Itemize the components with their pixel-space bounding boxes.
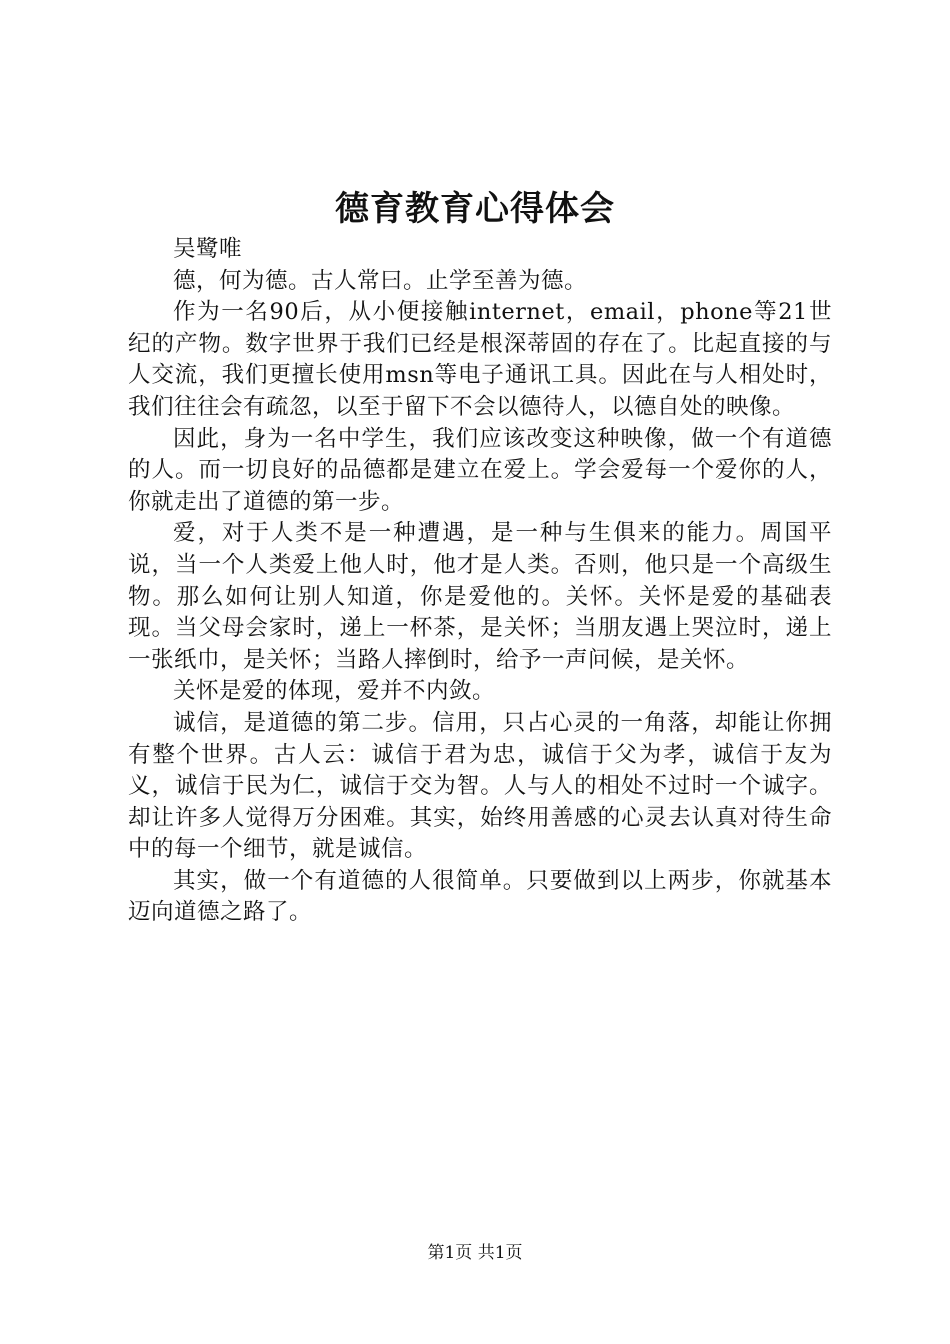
document-body — [128, 234, 832, 929]
paragraph: 其实，做一个有道德的人很简单。只要做到以上两步，你就基本迈向道德之路了。 — [128, 867, 832, 926]
paragraph: 关怀是爱的体现，爱并不内敛。 — [173, 678, 496, 705]
paragraph: 诚信，是道德的第二步。信用，只占心灵的一角落，却能让你拥有整个世界。古人云：诚信于君为忠，诚信于父为孝，诚信于友为义，诚信于民为仁，诚信于交为智。人与人的相处不过时一个诚字。却让许多人觉得万分困难。其实，始终用善感的心灵去认真对待生命中的每一个细节，就是诚信。 — [128, 709, 832, 863]
author-line: 吴鹭唯 — [173, 236, 243, 262]
paragraph: 作为一名90后，从小便接触internet，email，phone等21世纪的产物。数字世界于我们已经是根深蒂固的存在了。比起直接的与人交流，我们更擅长使用msn等电子通讯工具。因此在与人相处时，我们往往会有疏忽，以至于留下不会以德待人，以德自处的映像。 — [128, 299, 832, 420]
paragraph: 爱，对于人类不是一种遭遇，是一种与生俱来的能力。周国平说，当一个人类爱上他人时，他才是人类。否则，他只是一个高级生物。那么如何让别人知道，你是爱他的。关怀。关怀是爱的基础表现。当父母会家时，递上一杯茶，是关怀；当朋友遇上哭泣时，递上一张纸巾，是关怀；当路人摔倒时，给予一声问候，是关怀。 — [128, 520, 832, 673]
document-title: 德育教育心得体会 — [335, 189, 615, 229]
paragraph: 德，何为德。古人常曰。止学至善为德。 — [173, 267, 588, 294]
page-footer: 第1页 共1页 — [427, 1243, 523, 1263]
paragraph: 因此，身为一名中学生，我们应该改变这种映像，做一个有道德的人。而一切良好的品德都是建立在爱上。学会爱每一个爱你的人，你就走出了道德的第一步。 — [128, 425, 832, 515]
